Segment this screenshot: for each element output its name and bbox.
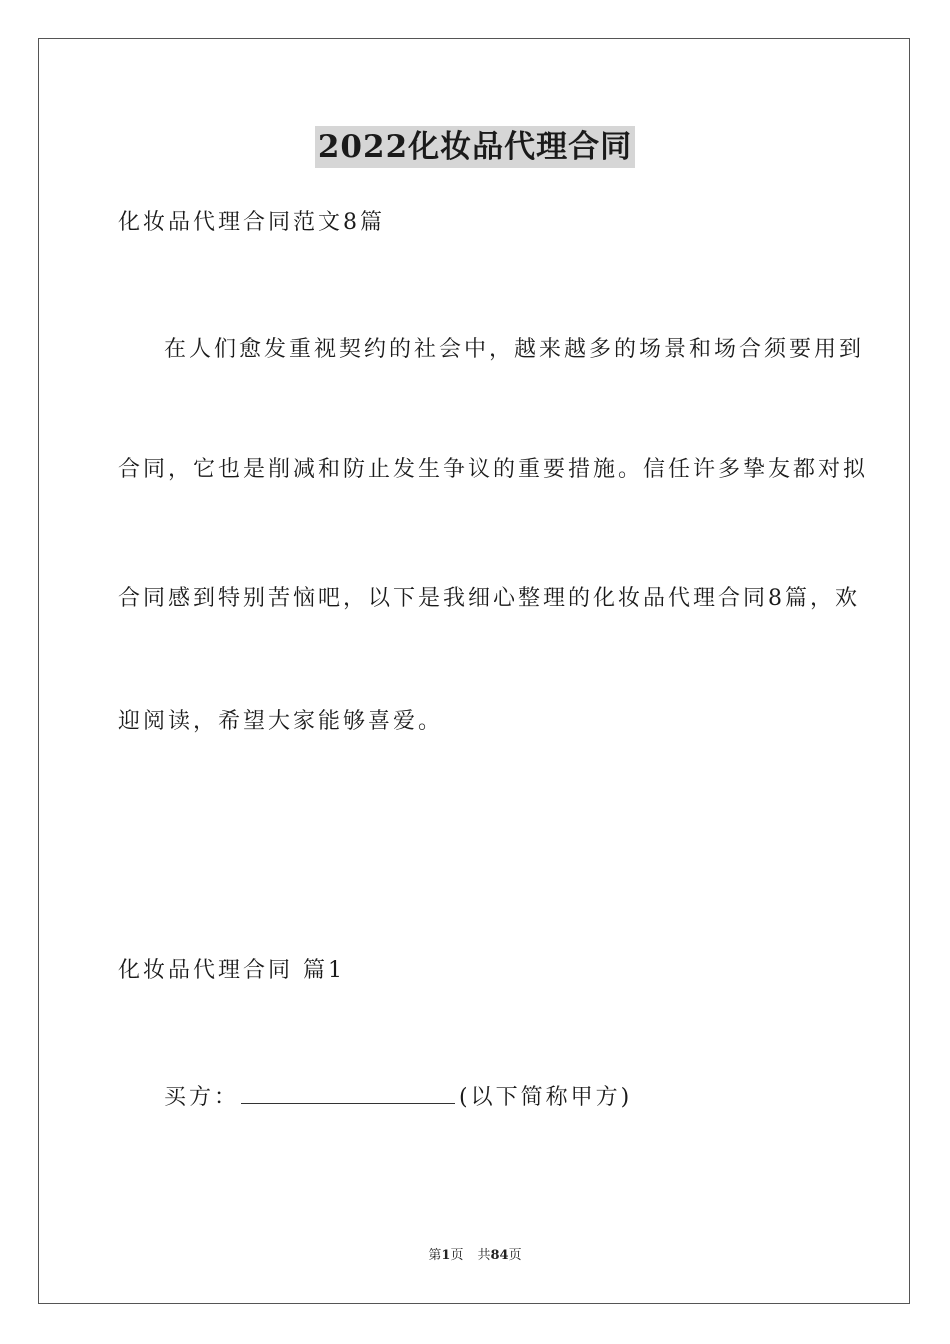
section-heading: 化妆品代理合同 篇1 <box>118 958 345 983</box>
paragraph-line-2: 合同，它也是削减和防止发生争议的重要措施。信任许多挚友都对拟 <box>118 457 869 482</box>
paragraph-line-4: 迎阅读，希望大家能够喜爱。 <box>118 709 444 734</box>
paragraph-line-3: 合同感到特别苦恼吧，以下是我细心整理的化妆品代理合同8篇，欢 <box>118 586 860 611</box>
footer-total-pages: 84 <box>490 1248 509 1263</box>
title-container <box>0 126 950 168</box>
footer-total-unit: 页 <box>508 1248 522 1263</box>
footer-page-prefix: 第 <box>428 1248 442 1263</box>
buyer-line <box>164 1081 632 1113</box>
buyer-blank-field[interactable] <box>241 1081 455 1104</box>
document-subtitle: 化妆品代理合同范文8篇 <box>118 210 385 235</box>
footer-total-prefix: 共 <box>477 1248 491 1263</box>
document-title: 2022化妆品代理合同 <box>315 126 635 168</box>
page-footer <box>0 1247 950 1265</box>
footer-page-number: 1 <box>441 1248 451 1263</box>
paragraph-line-1: 在人们愈发重视契约的社会中，越来越多的场景和场合须要用到 <box>164 337 865 362</box>
buyer-suffix: (以下简称甲方) <box>459 1085 633 1110</box>
footer-page-unit: 页 <box>450 1248 464 1263</box>
buyer-label: 买方： <box>164 1085 240 1110</box>
